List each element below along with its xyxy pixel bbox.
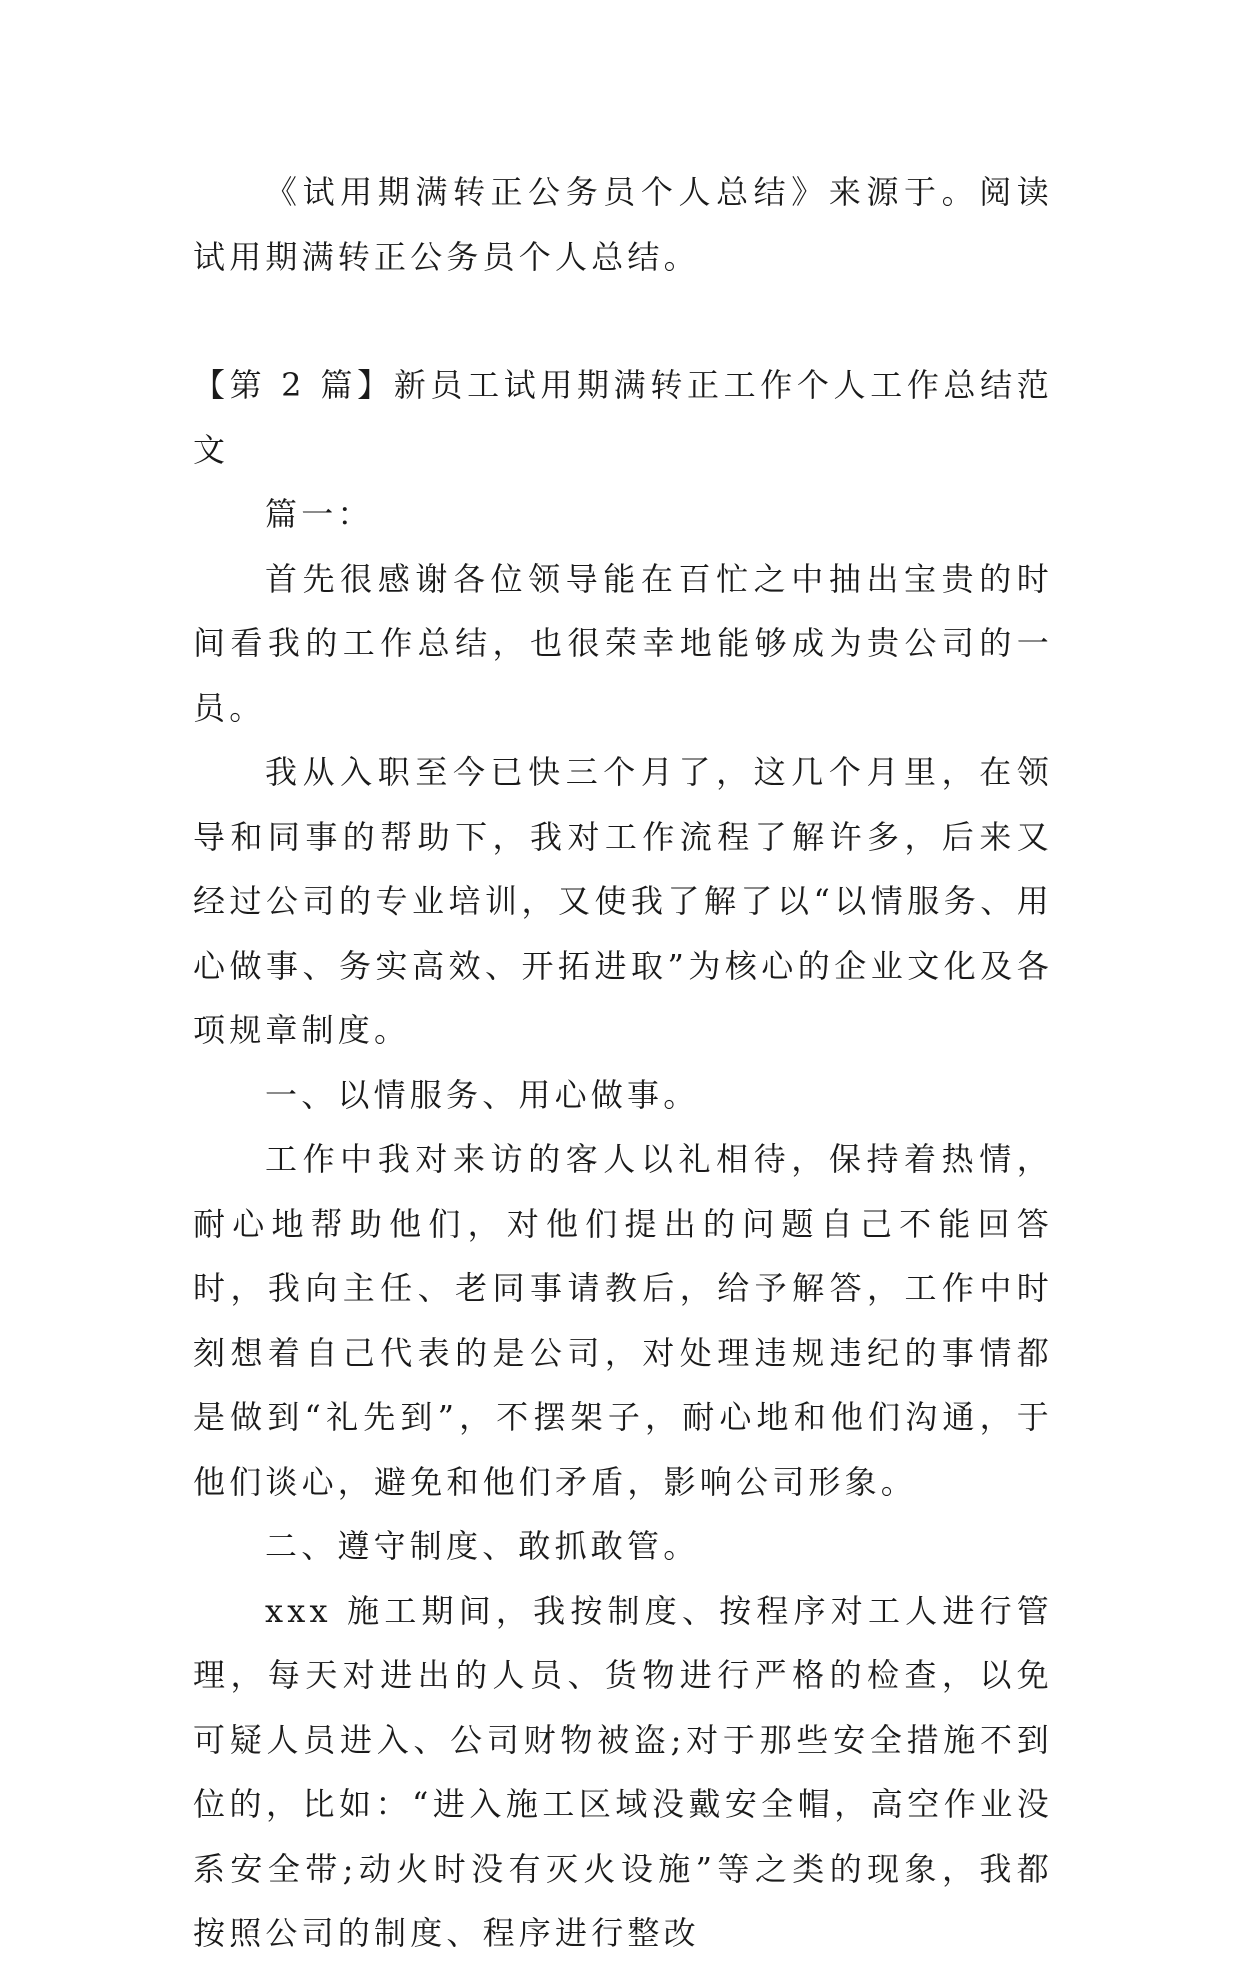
body-paragraph: 我从入职至今已快三个月了，这几个月里，在领导和同事的帮助下，我对工作流程了解许多，后来又经过公司的专业培训，又使我了解了以“以情服务、用心做事、务实高效、开拓进取”为核心的企业文化及各项规章制度。 — [193, 753, 1053, 1049]
part-label: 篇一： — [265, 495, 374, 533]
body-paragraph: 工作中我对来访的客人以礼相待，保持着热情，耐心地帮助他们，对他们提出的问题自己不能回答时，我向主任、老同事请教后，给予解答，工作中时刻想着自己代表的是公司，对处理违规违纪的事情都是做到“礼先到”，不摆架子，耐心地和他们沟通，于他们谈心，避免和他们矛盾，影响公司形象。 — [193, 1140, 1053, 1501]
section-heading: 一、以情服务、用心做事。 — [265, 1075, 700, 1114]
intro-paragraph: 《试用期满转正公务员个人总结》来源于。阅读试用期满转正公务员个人总结。 — [193, 173, 1053, 276]
body-paragraph: xxx 施工期间，我按制度、按程序对工人进行管理，每天对进出的人员、货物进行严格的检查，以免可疑人员进入、公司财物被盗;对于那些安全措施不到位的，比如：“进入施工区域没戴安全帽，高空作业没系安全带;动火时没有灭火设施”等之类的现象，我都按照公司的制度、程序进行整改 — [193, 1591, 1053, 1952]
article-heading: 【第 2 篇】新员工试用期满转正工作个人工作总结范文 — [193, 366, 1053, 469]
body-paragraph: 首先很感谢各位领导能在百忙之中抽出宝贵的时间看我的工作总结，也很荣幸地能够成为贵公司的一员。 — [193, 559, 1053, 727]
section-heading: 二、遵守制度、敢抓敢管。 — [265, 1527, 700, 1565]
document-body — [193, 160, 1053, 1966]
